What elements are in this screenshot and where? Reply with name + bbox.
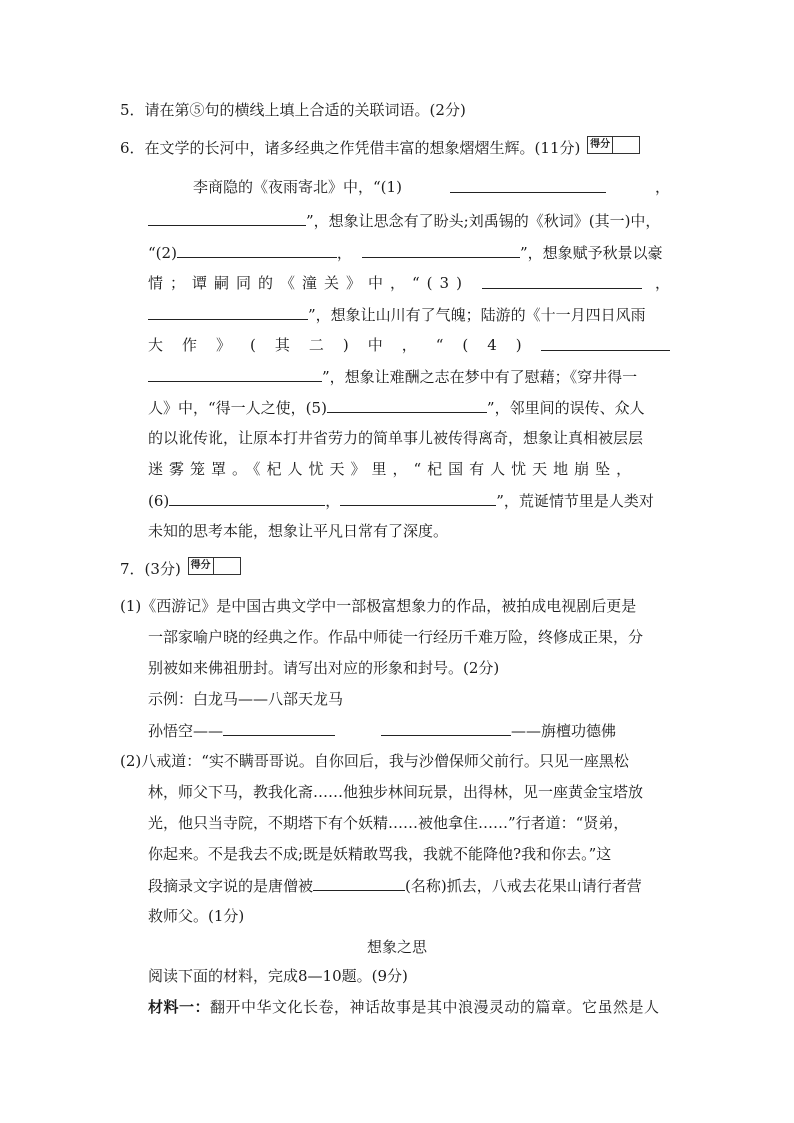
- q7-p2-line-5: [148, 875, 642, 896]
- q7-p2-line-4: [148, 844, 611, 864]
- q7-p1-line-3: [148, 658, 499, 678]
- q6-line-7: [148, 366, 637, 387]
- answer-blank-2b[interactable]: [362, 242, 520, 258]
- q6-head: 6．在文学的长河中，诸多经典之作凭借丰富的想象熠熠生辉。(11分): [120, 139, 581, 157]
- question-7-header: [120, 559, 241, 579]
- answer-blank-4a[interactable]: [541, 335, 670, 351]
- q6-text: ”，想象让难酬之志在梦中有了慰藉；《穿井得一: [322, 368, 638, 386]
- q6-text: ”，想象让思念有了盼头;刘禹锡的《秋词》(其一)中，: [306, 212, 661, 230]
- q7-p2-line-1: [120, 751, 629, 771]
- answer-blank-6b[interactable]: [340, 490, 496, 506]
- q6-text: ”，想象让山川有了气魄；陆游的《十一月四日风雨: [308, 306, 646, 324]
- score-cell[interactable]: [613, 137, 639, 153]
- q6-text: ”，想象赋予秋景以豪: [519, 244, 663, 262]
- q6-line-3: [148, 242, 663, 263]
- section-intro-text: 阅读下面的材料，完成8—10题。(9分): [148, 967, 408, 985]
- q6-text: ，: [654, 178, 670, 196]
- q7-text: 示例：白龙马——八部天龙马: [148, 690, 344, 708]
- q6-text: (6): [148, 492, 170, 510]
- q5-text: 5．请在第⑤句的横线上填上合适的关联词语。(2分): [120, 101, 466, 119]
- q6-text: 人》中，“得一人之使，(5): [148, 399, 327, 417]
- q6-text: ”，邻里间的误传、众人: [486, 399, 645, 417]
- q7-p2-line-2: [148, 782, 643, 802]
- q6-text: 李商隐的《夜雨寄北》中，“(1): [193, 178, 402, 196]
- q7-text: 光，他只当寺院，不期塔下有个妖精……被他拿住……”行者道：“贤弟，: [148, 814, 629, 832]
- score-box-q6[interactable]: [587, 136, 640, 154]
- q6-line-1: [193, 177, 670, 197]
- material-text: 翻开中华文化长卷，神话故事是其中浪漫灵动的篇章。它虽然是人: [210, 998, 660, 1016]
- q6-text: 迷雾笼罩。《杞人忧天》里，“杞国有人忧天地崩坠，: [148, 460, 638, 478]
- q6-text: ，: [325, 492, 341, 510]
- q7-text: 别被如来佛祖册封。请写出对应的形象和封号。(2分): [148, 659, 500, 677]
- q6-line-6: [148, 335, 670, 355]
- answer-blank-1a[interactable]: [450, 177, 606, 193]
- q7-text: 孙悟空——: [148, 722, 224, 740]
- answer-blank-2a[interactable]: [177, 242, 337, 258]
- section-title: [0, 937, 794, 957]
- answer-blank-3b[interactable]: [148, 304, 308, 320]
- q6-text: ”，荒诞情节里是人类对: [496, 492, 654, 510]
- section-title-text: 想象之思: [366, 938, 427, 956]
- q6-line-10: [148, 459, 637, 479]
- q7-text: 林，师父下马，教我化斋……他独步林间玩景，出得林，见一座黄金宝塔放: [148, 783, 644, 801]
- q6-text: 的以讹传讹，让原本打井省劳力的简单事儿被传得离奇，想象让真相被层层: [148, 429, 644, 447]
- q7-answer-line: [148, 720, 616, 741]
- q7-p2-line-6: [148, 906, 244, 926]
- answer-blank-1b[interactable]: [148, 210, 306, 226]
- answer-blank-4b[interactable]: [148, 366, 322, 382]
- answer-blank-5[interactable]: [327, 397, 487, 413]
- q7-text: (2)八戒道：“实不瞒哥哥说。自你回后，我与沙僧保师父前行。只见一座黑松: [120, 752, 629, 770]
- q7-text: ——旃檀功德佛: [511, 722, 617, 740]
- material-1: [148, 997, 660, 1017]
- score-label: 得分: [588, 137, 613, 153]
- score-box-q7[interactable]: [188, 557, 241, 575]
- q7-text: 一部家喻户晓的经典之作。作品中师徒一行经历千难万险，终修成正果，分: [148, 628, 644, 646]
- q7-text: 段摘录文字说的是唐僧被: [148, 877, 314, 895]
- q7-p1-line-2: [148, 627, 643, 647]
- answer-blank-6a[interactable]: [169, 490, 325, 506]
- q6-text: ，: [654, 274, 670, 292]
- section-intro: [148, 966, 408, 986]
- answer-blank-tang-seng[interactable]: [381, 720, 511, 736]
- material-label: 材料一：: [148, 998, 211, 1016]
- q7-p2-line-3: [148, 813, 628, 833]
- answer-blank-sun-wukong[interactable]: [223, 720, 335, 736]
- q6-text: 情；谭嗣同的《潼关》中，“(3): [148, 274, 469, 292]
- q6-line-5: [148, 304, 646, 325]
- q7-p1-line-1: [120, 596, 636, 616]
- score-cell[interactable]: [214, 558, 240, 574]
- question-6-header: [120, 138, 640, 158]
- q6-line-9: [148, 428, 643, 448]
- q6-line-8: [148, 397, 645, 418]
- q7-text: (1)《西游记》是中国古典文学中一部极富想象力的作品，被拍成电视剧后更是: [120, 597, 637, 615]
- q7-text: 你起来。不是我去不成;既是妖精敢骂我，我就不能降他?我和你去。”这: [148, 845, 612, 863]
- q6-text: 未知的思考本能，想象让平凡日常有了深度。: [148, 522, 449, 540]
- q6-line-2: [148, 210, 660, 231]
- answer-blank-demon-name[interactable]: [313, 875, 405, 891]
- q7-text: 救师父。(1分): [148, 907, 245, 925]
- q7-example: [148, 689, 343, 709]
- q7-text: (名称)抓去，八戒去花果山请行者营: [405, 877, 642, 895]
- q6-line-12: [148, 521, 448, 541]
- q6-line-11: [148, 490, 654, 511]
- q6-line-4: [148, 273, 670, 293]
- question-5: [120, 100, 466, 120]
- answer-blank-3a[interactable]: [482, 273, 642, 289]
- q6-text: 大作》(其二)中，“(4): [148, 336, 541, 354]
- q7-head: 7．(3分): [120, 560, 181, 578]
- q6-text: “(2): [148, 244, 177, 262]
- score-label: 得分: [189, 558, 214, 574]
- q6-text: ，: [336, 244, 352, 262]
